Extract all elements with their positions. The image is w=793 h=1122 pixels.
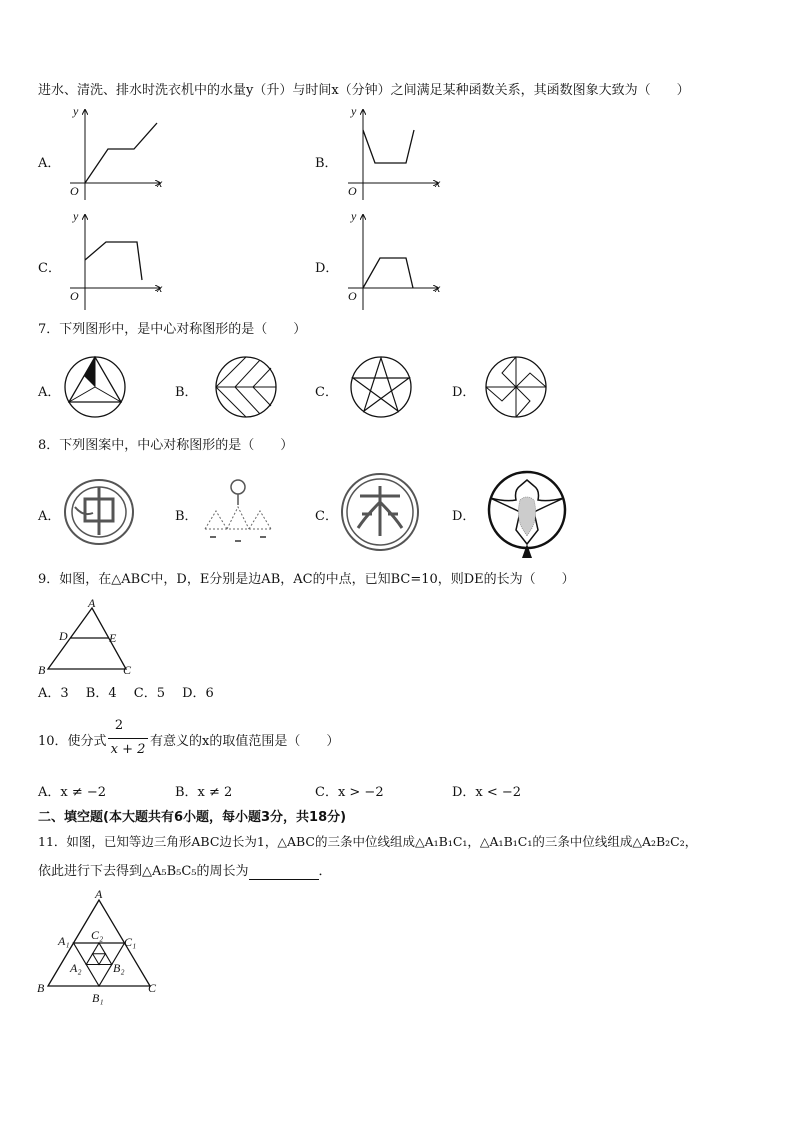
q8-figure-a [63, 477, 135, 547]
q6-graph-c [60, 210, 170, 310]
point-d-label: D [59, 629, 68, 643]
section-2-title: 二、填空题(本大题共有6小题，每小题3分，共18分) [38, 810, 347, 825]
q6-graph-b [338, 105, 448, 200]
vertex-a-label: A [95, 887, 103, 901]
q10-option-d: D．x < −2 [452, 785, 522, 800]
point-c1-label: C₁ [124, 935, 137, 949]
q8-option-d-label: D． [452, 509, 476, 524]
axis-y-label: y [73, 104, 79, 118]
q7-option-b-label: B． [175, 385, 198, 400]
q6-option-a-label: A． [38, 156, 61, 171]
point-b1-label: B₁ [92, 991, 104, 1005]
vertex-c-label: C [148, 981, 157, 995]
q6-graph-a [60, 105, 170, 200]
q6-option-b-label: B． [315, 156, 338, 171]
q6-stem: 进水、清洗、排水时洗衣机中的水量y（升）与时间x（分钟）之间满足某种函数关系，其函数图象大致为（ ） [38, 83, 690, 98]
axis-x-label: x [157, 176, 163, 190]
q11-answer-blank [249, 867, 319, 880]
axis-x-label: x [435, 176, 441, 190]
q6-graph-d [338, 210, 448, 310]
vertex-b-label: B [37, 981, 45, 995]
q7-figure-a [64, 356, 126, 418]
fraction-bar [108, 738, 148, 739]
q10-option-a: A．x ≠ −2 [38, 785, 107, 800]
axis-x-label: x [157, 281, 163, 295]
q10-stem-prefix: 10．使分式 [38, 734, 107, 749]
q7-figure-d [485, 356, 547, 418]
q7-figure-b [215, 356, 277, 418]
point-c2-label: C₂ [91, 928, 104, 942]
q7-option-c-label: C． [315, 385, 338, 400]
q6-option-c-label: C． [38, 261, 61, 276]
q10-denominator: x + 2 [110, 742, 146, 757]
q8-figure-d [482, 470, 572, 560]
origin-label: O [70, 184, 79, 198]
origin-label: O [70, 289, 79, 303]
q9-answer-options: A．3 B．4 C．5 D．6 [38, 686, 214, 701]
q9-triangle-figure [36, 596, 141, 678]
point-b2-label: B₂ [113, 961, 125, 975]
q8-stem: 8．下列图案中，中心对称图形的是（ ） [38, 438, 294, 453]
q7-stem: 7．下列图形中，是中心对称图形的是（ ） [38, 322, 307, 337]
q10-option-b: B．x ≠ 2 [175, 785, 233, 800]
axis-y-label: y [351, 209, 357, 223]
q8-option-b-label: B． [175, 509, 198, 524]
axis-y-label: y [351, 104, 357, 118]
q8-option-c-label: C． [315, 509, 338, 524]
point-a1-label: A₁ [58, 934, 70, 948]
point-a2-label: A₂ [70, 961, 82, 975]
q8-option-a-label: A． [38, 509, 61, 524]
q10-numerator: 2 [114, 718, 124, 733]
q10-option-c: C．x > −2 [315, 785, 384, 800]
vertex-b-label: B [38, 663, 46, 677]
q10-stem-suffix: 有意义的x的取值范围是（ ） [150, 734, 340, 749]
point-e-label: E [109, 631, 117, 645]
origin-label: O [348, 184, 357, 198]
q8-figure-b [200, 477, 280, 547]
origin-label: O [348, 289, 357, 303]
vertex-c-label: C [123, 663, 132, 677]
q11-line2-end: ． [318, 864, 332, 879]
q11-nested-triangles-figure [36, 886, 166, 1006]
q7-figure-c [350, 356, 412, 418]
q11-line1: 11．如图，已知等边三角形ABC边长为1，△ABC的三条中位线组成△A₁B₁C₁，△A₁B₁C₁的三条中位线组成△A₂B₂C₂， [38, 834, 698, 849]
q11-line2: 依此进行下去得到△A₅B₅C₅的周长为 [38, 864, 249, 879]
q6-option-d-label: D． [315, 261, 339, 276]
axis-y-label: y [73, 209, 79, 223]
vertex-a-label: A [88, 596, 96, 610]
axis-x-label: x [435, 281, 441, 295]
q8-figure-c [340, 472, 420, 552]
q7-option-d-label: D． [452, 385, 476, 400]
q7-option-a-label: A． [38, 385, 61, 400]
q9-stem: 9．如图，在△ABC中，D，E分别是边AB，AC的中点，已知BC=10，则DE的长为（ ） [38, 572, 575, 587]
